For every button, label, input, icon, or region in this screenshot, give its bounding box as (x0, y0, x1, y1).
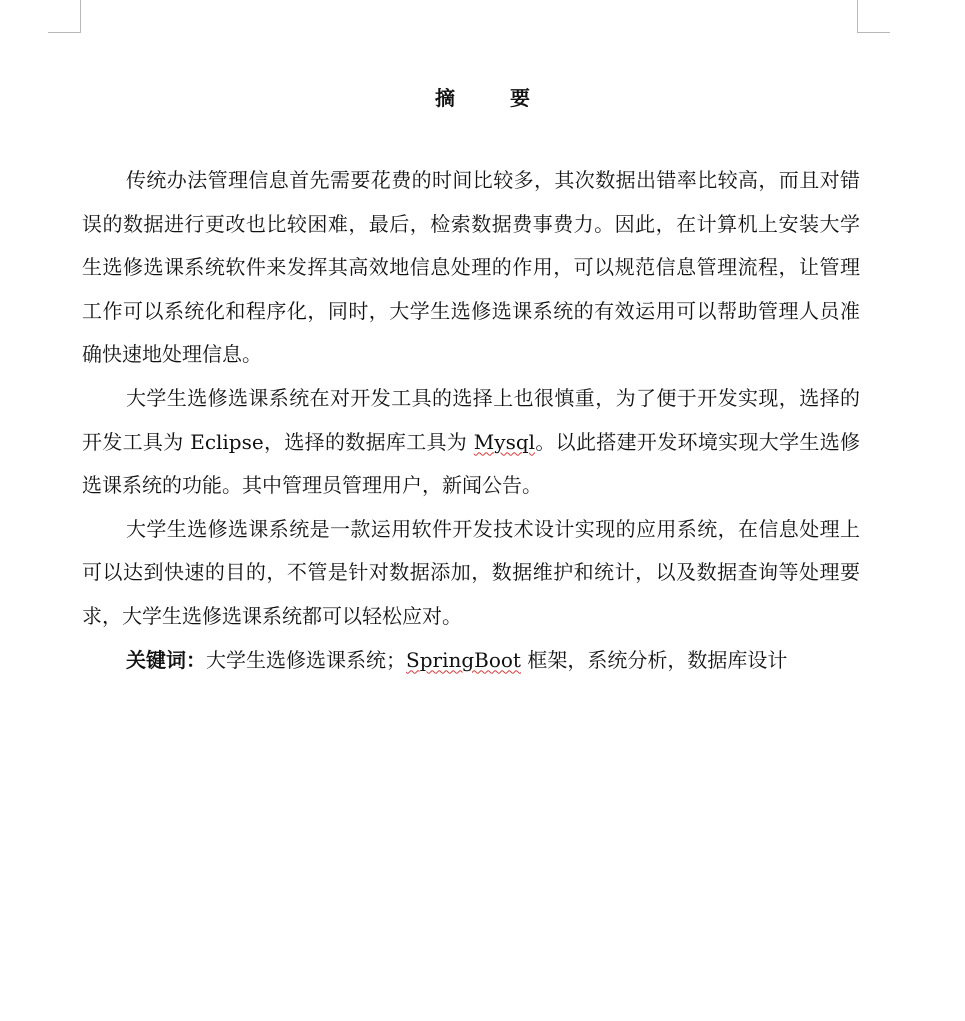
abstract-body (82, 159, 860, 682)
crop-mark-top-right (857, 0, 890, 33)
crop-mark-top-left (48, 0, 81, 33)
keywords-part-2: 框架，系统分析，数据库设计 (520, 647, 788, 672)
paragraph-1: 传统办法管理信息首先需要花费的时间比较多，其次数据出错率比较高，而且对错误的数据进行更改也比较困难，最后，检索数据费事费力。因此，在计算机上安装大学生选修选课系统软件来发挥其高效地信息处理的作用，可以规范信息管理流程，让管理工作可以系统化和程序化，同时，大学生选修选课系统的有效运用可以帮助管理人员准确快速地处理信息。 (82, 168, 860, 367)
spellcheck-flagged-word[interactable]: SpringBoot (406, 647, 521, 672)
paragraph-2-part-1: 大学生选修选课系统在对开发工具的选择上也很慎重，为了便于开发实现，选择的开发工具为 Eclipse，选择的数据库工具为 (82, 385, 860, 454)
paragraph-2 (82, 377, 860, 508)
spellcheck-flagged-word[interactable]: Mysql (473, 429, 536, 454)
paragraph-2-part-2: 。以此搭建开发环境实现大学生选修选课系统的功能。其中管理员管理用户，新闻公告。 (82, 429, 861, 498)
paragraph-3: 大学生选修选课系统是一款运用软件开发技术设计实现的应用系统，在信息处理上可以达到快速的目的，不管是针对数据添加，数据维护和统计，以及数据查询等处理要求，大学生选修选课系统都可以轻松应对。 (82, 516, 860, 628)
keywords-label: 关键词： (126, 647, 206, 672)
abstract-title: 摘 要 (435, 86, 554, 110)
keywords-line (82, 639, 860, 683)
keywords-part-1: 大学生选修选课系统； (206, 647, 406, 672)
